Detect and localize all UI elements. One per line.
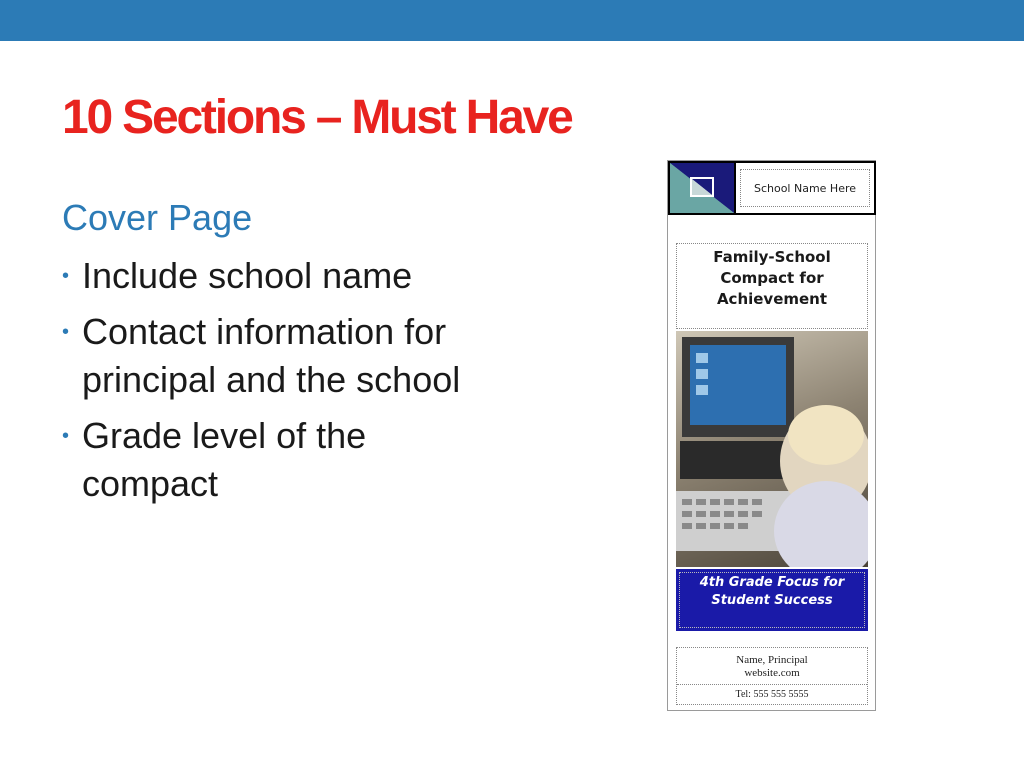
bullet-item xyxy=(62,308,512,404)
bullet-text: Grade level of the compact xyxy=(82,415,367,504)
divider xyxy=(677,684,867,685)
top-accent-bar xyxy=(0,0,1024,41)
brochure-header xyxy=(668,161,876,215)
bullet-text: Include school name xyxy=(82,255,413,296)
brochure-grade-focus-text: 4th Grade Focus for Student Success xyxy=(679,572,865,628)
brochure-contact-website: website.com xyxy=(744,667,800,679)
brochure-contact-name: Name, Principal xyxy=(736,654,808,666)
brochure-cover-thumbnail xyxy=(667,160,876,711)
section-subheading: Cover Page xyxy=(62,197,253,238)
bullet-item xyxy=(62,252,512,300)
bullet-list xyxy=(62,252,512,516)
brochure-school-name: School Name Here xyxy=(740,169,870,207)
brochure-contact-phone: Tel: 555 555 5555 xyxy=(735,689,809,700)
student-computer-photo xyxy=(676,331,868,567)
bullet-item xyxy=(62,412,512,508)
school-logo-icon xyxy=(670,163,736,213)
bullet-text: Contact information for principal and the school xyxy=(82,311,461,400)
brochure-grade-focus xyxy=(676,569,868,631)
slide-title: 10 Sections – Must Have xyxy=(62,91,572,144)
brochure-contact-box xyxy=(676,647,868,705)
bullet-dot-icon: • xyxy=(62,265,70,287)
bullet-dot-icon: • xyxy=(62,321,70,343)
bullet-dot-icon: • xyxy=(62,425,70,447)
brochure-title: Family-School Compact for Achievement xyxy=(676,243,868,329)
